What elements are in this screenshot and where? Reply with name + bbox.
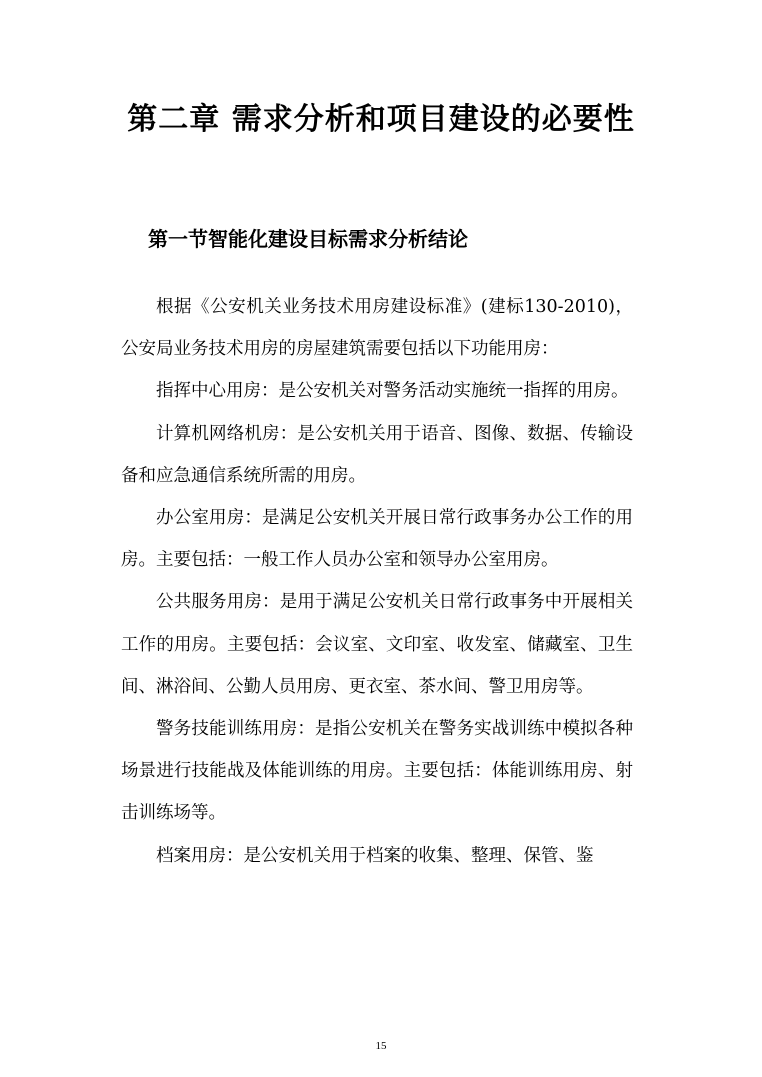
paragraph-public-service: 公共服务用房：是用于满足公安机关日常行政事务中开展相关工作的用房。主要包括：会议室、文印室、收发室、储藏室、卫生间、淋浴间、公勤人员用房、更衣室、茶水间、警卫用房等。 (121, 592, 633, 697)
paragraph-standard-reference: 根据《公安机关业务技术用房建设标准》(建标130-2010)，公安局业务技术用房的房屋建筑需要包括以下功能用房： (121, 297, 633, 360)
chapter-title: 第二章 需求分析和项目建设的必要性 (127, 102, 635, 137)
paragraph-archive-rooms: 档案用房：是公安机关用于档案的收集、整理、保管、鉴 (156, 845, 594, 866)
page-number: 15 (375, 1040, 387, 1052)
paragraph-training-rooms: 警务技能训练用房：是指公安机关在警务实战训练中模拟各种场景进行技能战及体能训练的用房。主要包括：体能训练用房、射击训练场等。 (121, 719, 633, 824)
paragraph-network-room: 计算机网络机房：是公安机关用于语音、图像、数据、传输设备和应急通信系统所需的用房。 (121, 423, 633, 486)
body-text (121, 286, 633, 877)
section-title: 第一节智能化建设目标需求分析结论 (148, 227, 468, 251)
paragraph-office-rooms: 办公室用房：是满足公安机关开展日常行政事务办公工作的用房。主要包括：一般工作人员办公室和领导办公室用房。 (121, 508, 633, 571)
paragraph-command-center: 指挥中心用房：是公安机关对警务活动实施统一指挥的用房。 (156, 381, 629, 402)
